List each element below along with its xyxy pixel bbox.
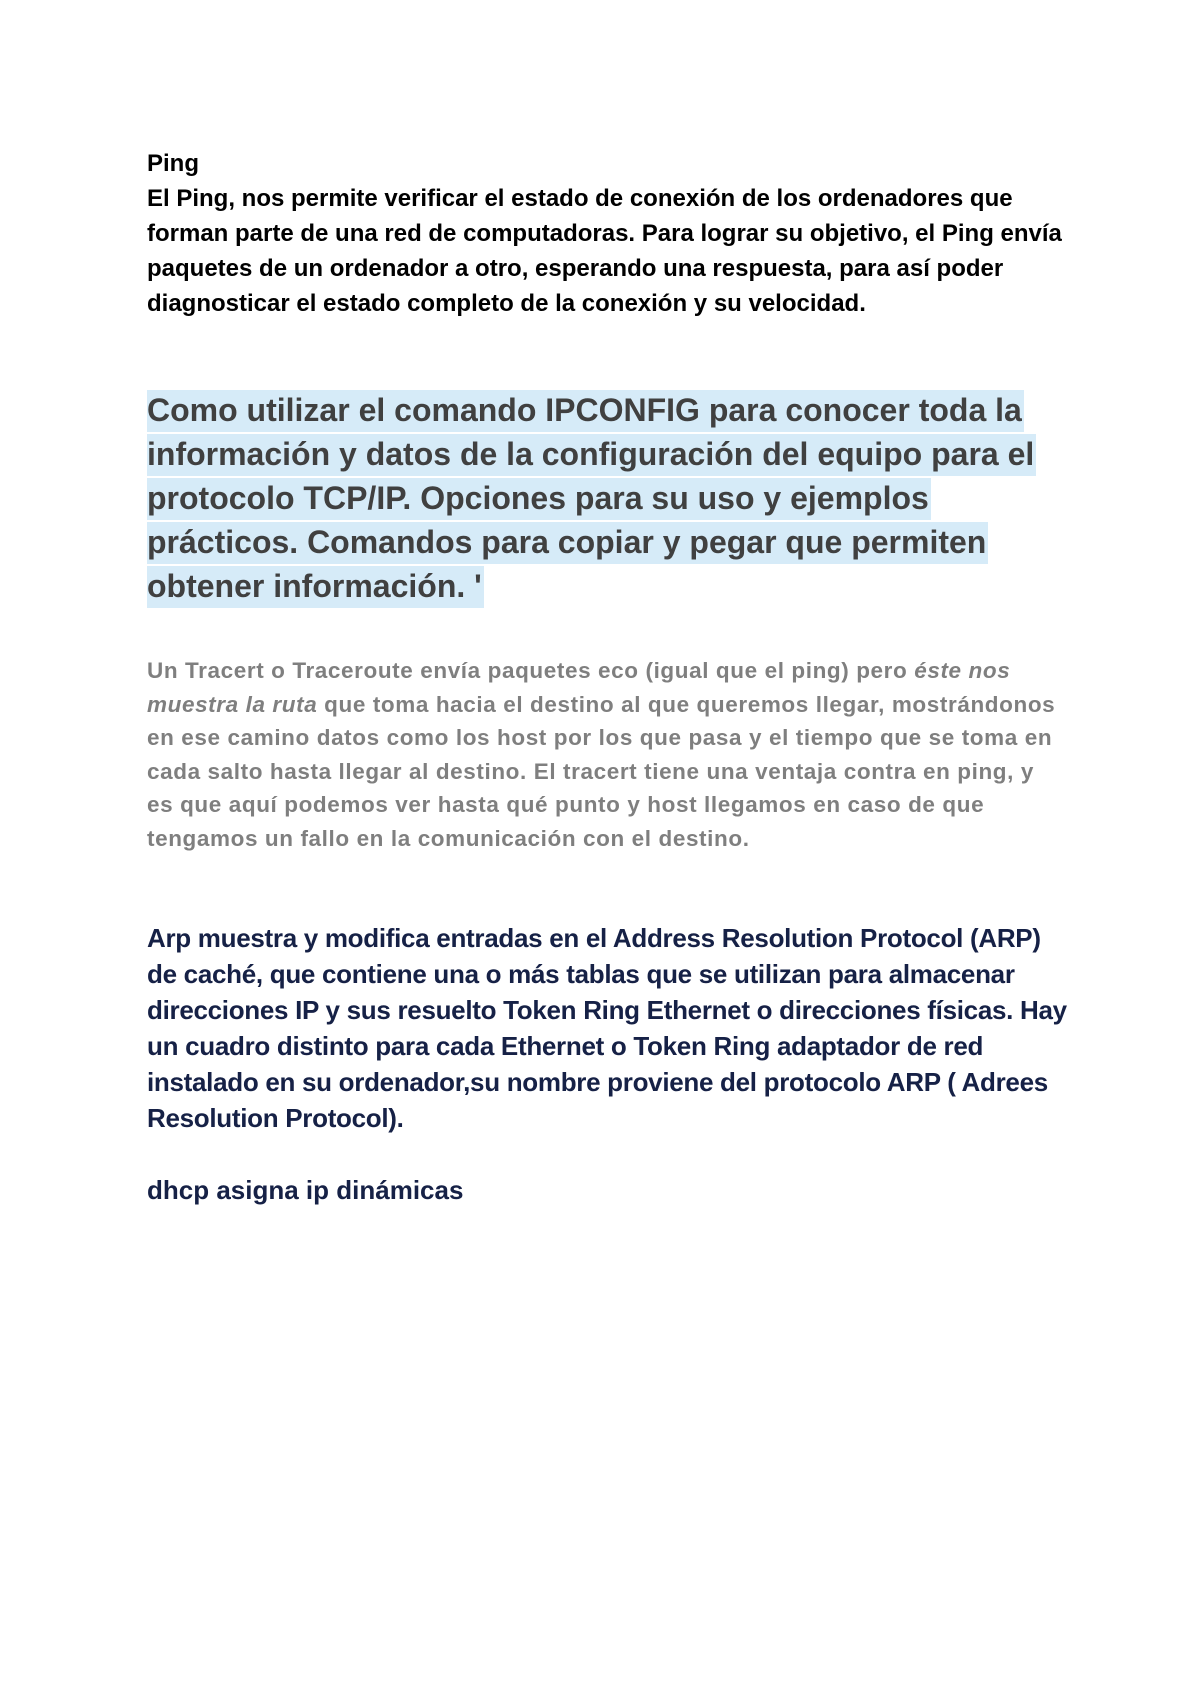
ping-section (147, 146, 1067, 321)
ping-description: El Ping, nos permite verificar el estado de conexión de los ordenadores que forman parte de una red de computadoras. Para lograr su objetivo, el Ping envía paquetes de un ordenador a otro, esperando una respuesta, para así poder diagnosticar el estado completo de la conexión y su velocidad. (147, 185, 1062, 317)
tracert-italic-text: éste nos muestra la ruta (147, 658, 1011, 717)
tracert-text-part2: que toma hacia el destino al que queremos llegar, mostrándonos en ese camino datos como los host por los que pasa y el tiempo que se toma en cada salto hasta llegar al destino. El tracert tiene una ventaja contra en ping, y es que aquí podemos ver hasta qué punto y host llegamos en caso de que tengamos un fallo en la comunicación con el destino. (147, 691, 1056, 851)
ipconfig-section (147, 388, 1082, 608)
tracert-text-part1: Un Tracert o Traceroute envía paquetes eco (igual que el ping) pero (147, 658, 915, 683)
dhcp-section (147, 1172, 1067, 1208)
arp-description: Arp muestra y modifica entradas en el Address Resolution Protocol (ARP) de caché, que contiene una o más tablas que se utilizan para almacenar direcciones IP y sus resuelto Token Ring Ethernet o direcciones físicas. Hay un cuadro distinto para cada Ethernet o Token Ring adaptador de red instalado en su ordenador,su nombre proviene del protocolo ARP ( Adrees Resolution Protocol). (147, 923, 1067, 1133)
dhcp-description: dhcp asigna ip dinámicas (147, 1175, 464, 1205)
ipconfig-highlighted-text: Como utilizar el comando IPCONFIG para conocer toda la información y datos de la configuración del equipo para el protocolo TCP/IP. Opciones para su uso y ejemplos prácticos. Comandos para copiar y pegar que permiten obtener información. ' (147, 390, 1036, 608)
tracert-section (147, 654, 1067, 855)
arp-section (147, 920, 1067, 1136)
ping-title: Ping (147, 150, 199, 177)
